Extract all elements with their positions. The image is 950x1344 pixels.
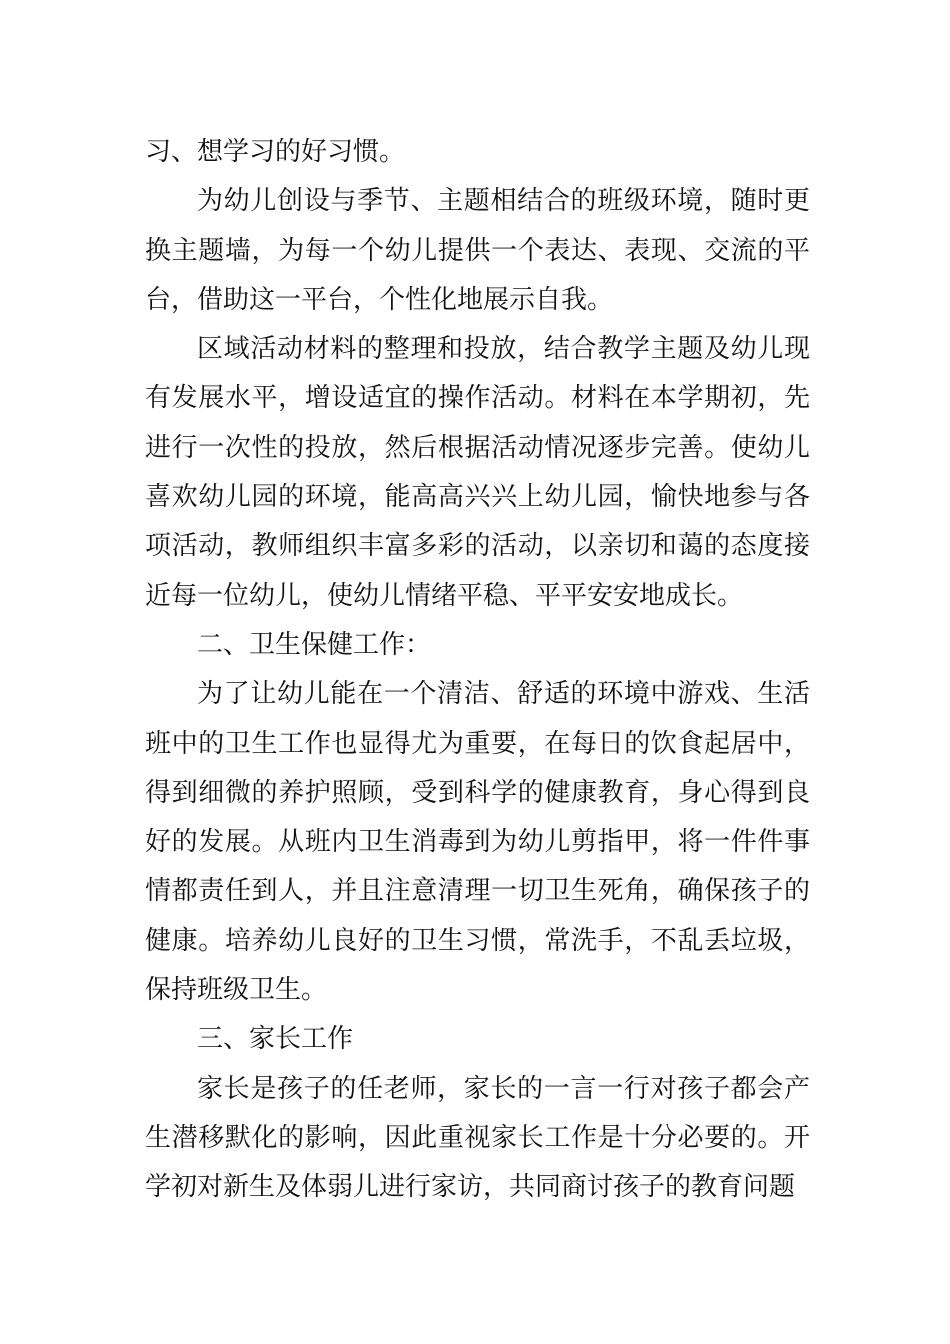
paragraph-health-work: 为了让幼儿能在一个清洁、舒适的环境中游戏、生活班中的卫生工作也显得尤为重要，在每日的饮食起居中，得到细微的养护照顾，受到科学的健康教育，身心得到良好的发展。从班内卫生消毒到为幼儿剪指甲，将一件件事情都责任到人，并且注意清理一切卫生死角，确保孩子的健康。培养幼儿良好的卫生习惯，常洗手，不乱丢垃圾，保持班级卫生。 (145, 679, 810, 1006)
section-heading-parents: 三、家长工作 (197, 1024, 354, 1055)
paragraph-continuation: 习、想学习的好习惯。 (145, 137, 406, 167)
document-body (145, 128, 810, 1213)
paragraph-parent-work: 家长是孩子的任老师，家长的一言一行对孩子都会产生潜移默化的影响，因此重视家长工作是十分必要的。开学初对新生及体弱儿进行家访，共同商讨孩子的教育问题 (145, 1073, 810, 1203)
paragraph-class-environment: 为幼儿创设与季节、主题相结合的班级环境，随时更换主题墙，为每一个幼儿提供一个表达、表现、交流的平台，借助这一平台，个性化地展示自我。 (145, 186, 810, 315)
section-heading-health: 二、卫生保健工作： (197, 629, 432, 660)
paragraph-area-activities: 区域活动材料的整理和投放，结合教学主题及幼儿现有发展水平，增设适宜的操作活动。材料在本学期初，先进行一次性的投放，然后根据活动情况逐步完善。使幼儿喜欢幼儿园的环境，能高高兴兴上幼儿园，愉快地参与各项活动，教师组织丰富多彩的活动，以亲切和蔼的态度接近每一位幼儿，使幼儿情绪平稳、平平安安地成长。 (145, 334, 810, 611)
